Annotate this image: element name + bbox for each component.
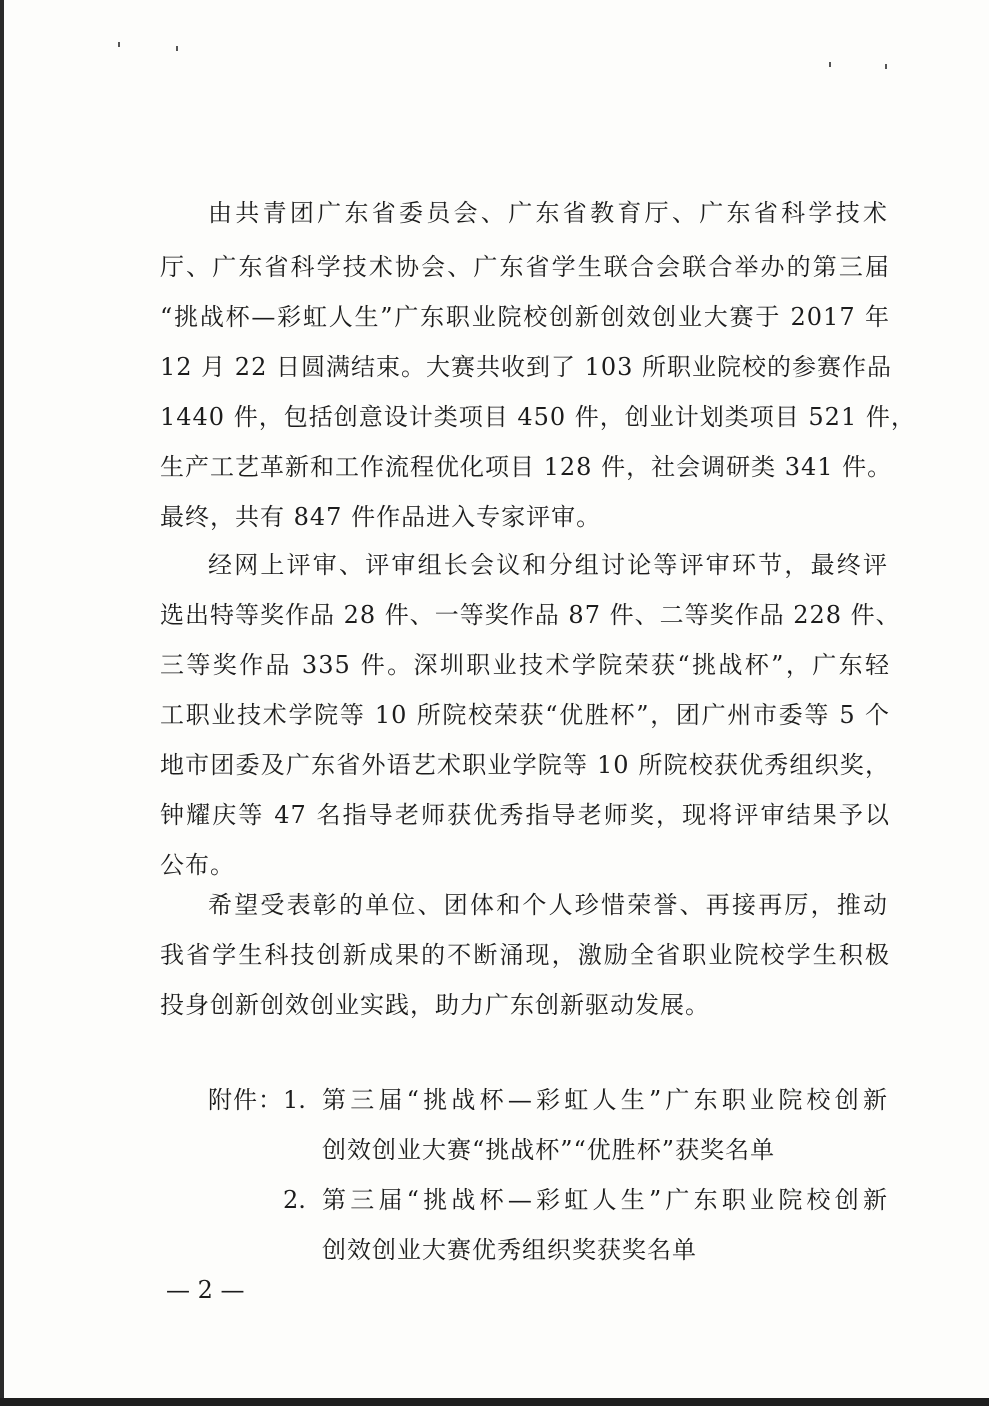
paragraph-3-line-1: 希望受表彰的单位、团体和个人珍惜荣誉、再接再厉，推动 bbox=[208, 891, 888, 919]
scan-speck bbox=[829, 62, 831, 67]
paragraph-2-line-7: 公布。 bbox=[160, 851, 235, 879]
attachment-2-line-1: 第三届“挑战杯—彩虹人生”广东职业院校创新 bbox=[322, 1186, 888, 1214]
paragraph-1-line-4: 12 月 22 日圆满结束。大赛共收到了 103 所职业院校的参赛作品 bbox=[160, 353, 893, 381]
paragraph-3-line-2: 我省学生科技创新成果的不断涌现，激励全省职业院校学生积极 bbox=[160, 941, 890, 969]
paragraph-2-line-5: 地市团委及广东省外语艺术职业学院等 10 所院校获优秀组织奖， bbox=[160, 751, 890, 779]
scan-speck bbox=[176, 46, 178, 51]
page-number: — 2 — bbox=[166, 1276, 245, 1304]
paragraph-2-line-4: 工职业技术学院等 10 所院校荣获“优胜杯”，团广州市委等 5 个 bbox=[160, 701, 890, 729]
paragraph-1-line-2: 厅、广东省科学技术协会、广东省学生联合会联合举办的第三届 bbox=[160, 253, 890, 281]
scan-left-edge bbox=[0, 0, 4, 1406]
paragraph-1-line-7: 最终，共有 847 件作品进入专家评审。 bbox=[160, 503, 602, 531]
paragraph-2-line-2: 选出特等奖作品 28 件、一等奖作品 87 件、二等奖作品 228 件、 bbox=[160, 601, 901, 629]
paragraph-1-line-6: 生产工艺革新和工作流程优化项目 128 件，社会调研类 341 件。 bbox=[160, 453, 893, 481]
scan-speck bbox=[885, 64, 887, 69]
paragraph-1-line-3: “挑战杯—彩虹人生”广东职业院校创新创效创业大赛于 2017 年 bbox=[160, 303, 890, 331]
scan-speck bbox=[118, 42, 120, 47]
paragraph-2-line-3: 三等奖作品 335 件。深圳职业技术学院荣获“挑战杯”，广东轻 bbox=[160, 651, 890, 679]
attachment-2-line-2: 创效创业大赛优秀组织奖获奖名单 bbox=[322, 1236, 697, 1264]
paragraph-3-line-3: 投身创新创效创业实践，助力广东创新驱动发展。 bbox=[160, 991, 710, 1019]
paragraph-1-line-1: 由共青团广东省委员会、广东省教育厅、广东省科学技术 bbox=[208, 199, 888, 227]
attachment-2-number: 2. bbox=[283, 1186, 306, 1214]
paragraph-2-line-1: 经网上评审、评审组长会议和分组讨论等评审环节，最终评 bbox=[208, 551, 888, 579]
paragraph-2-line-6: 钟耀庆等 47 名指导老师获优秀指导老师奖，现将评审结果予以 bbox=[160, 801, 890, 829]
attachment-1-line-1: 第三届“挑战杯—彩虹人生”广东职业院校创新 bbox=[322, 1086, 888, 1114]
paragraph-1-line-5: 1440 件，包括创意设计类项目 450 件，创业计划类项目 521 件， bbox=[160, 403, 916, 431]
attachment-1-line-2: 创效创业大赛“挑战杯”“优胜杯”获奖名单 bbox=[322, 1136, 776, 1164]
attachments-label: 附件： bbox=[208, 1086, 283, 1114]
attachment-1-number: 1. bbox=[283, 1086, 306, 1114]
scan-bottom-edge bbox=[0, 1398, 989, 1406]
